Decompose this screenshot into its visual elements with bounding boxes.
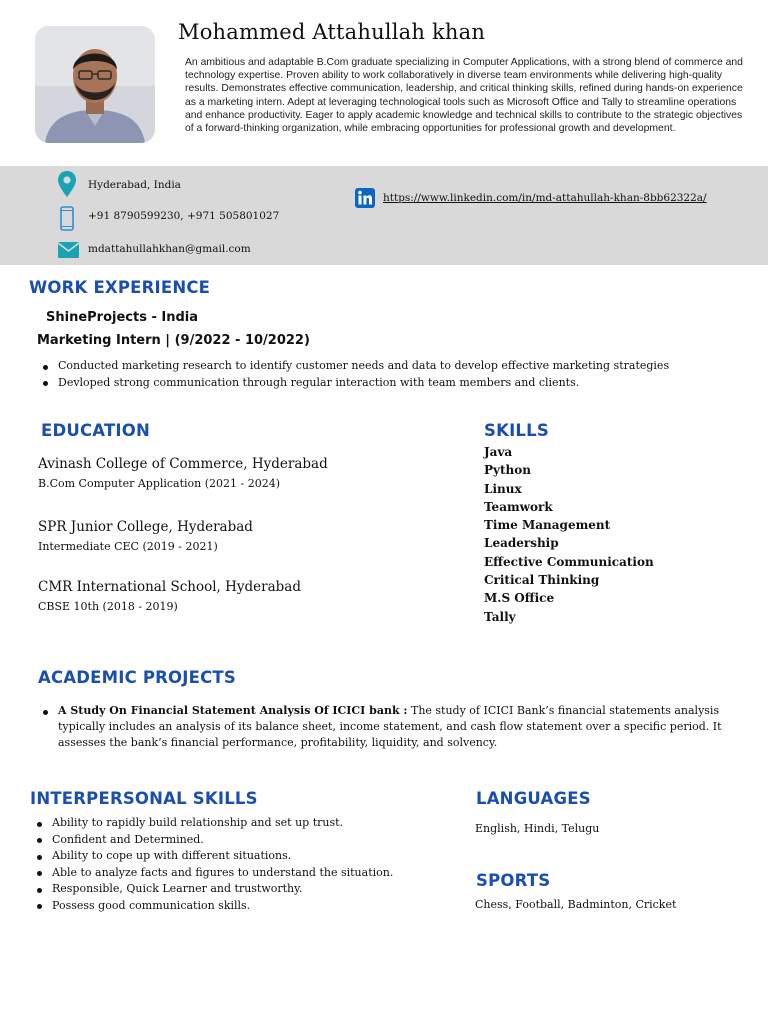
- location-pin-icon: [58, 171, 76, 197]
- skill-item: Python: [484, 463, 531, 478]
- education-school: CMR International School, Hyderabad: [38, 579, 301, 595]
- work-bullet: Devloped strong communication through regular interaction with team members and clients.: [38, 375, 758, 392]
- project-list: [38, 703, 750, 752]
- skill-item: Linux: [484, 481, 522, 496]
- phone-icon: [60, 206, 74, 231]
- interpersonal-item: Responsible, Quick Learner and trustworthy.: [32, 881, 452, 898]
- skills-heading: SKILLS: [484, 421, 549, 440]
- profile-photo-image: [35, 26, 155, 143]
- work-bullets: [38, 358, 758, 391]
- skill-item: Critical Thinking: [484, 573, 600, 588]
- interpersonal-item: Confident and Determined.: [32, 832, 452, 849]
- project-description: The study of ICICI Bank’s financial statements analysis typically includes an analysis of its balance sheet, income statement, and cash flow statement over a specific period. It assesses the bank’s financial performance, profitability, liquidity, and solvency.: [58, 704, 722, 750]
- work-role: Marketing Intern | (9/2022 - 10/2022): [37, 333, 310, 348]
- contact-email[interactable]: mdattahullahkhan@gmail.com: [88, 243, 251, 255]
- candidate-name: Mohammed Attahullah khan: [178, 20, 486, 44]
- contact-location: Hyderabad, India: [88, 179, 181, 191]
- interpersonal-skills-heading: INTERPERSONAL SKILLS: [30, 789, 258, 808]
- languages-heading: LANGUAGES: [476, 789, 591, 808]
- education-school: Avinash College of Commerce, Hyderabad: [38, 456, 328, 472]
- linkedin-icon: [355, 188, 375, 208]
- skill-item: M.S Office: [484, 591, 555, 606]
- skill-item: Teamwork: [484, 499, 553, 514]
- interpersonal-list: [32, 815, 452, 914]
- sports-text: Chess, Football, Badminton, Cricket: [475, 898, 677, 911]
- interpersonal-item: Ability to rapidly build relationship and set up trust.: [32, 815, 452, 832]
- profile-photo: [35, 26, 155, 143]
- education-detail: CBSE 10th (2018 - 2019): [38, 600, 178, 613]
- project-title: A Study On Financial Statement Analysis Of ICICI bank :: [58, 704, 408, 717]
- work-company: ShineProjects - India: [46, 310, 199, 325]
- contact-phone: +91 8790599230, +971 505801027: [88, 210, 280, 222]
- work-experience-heading: WORK EXPERIENCE: [29, 278, 211, 297]
- education-detail: B.Com Computer Application (2021 - 2024): [38, 477, 281, 490]
- interpersonal-item: Possess good communication skills.: [32, 898, 452, 915]
- work-bullet: Conducted marketing research to identify customer needs and data to develop effective marketing strategies: [38, 358, 758, 375]
- academic-projects-heading: ACADEMIC PROJECTS: [38, 668, 236, 687]
- skill-item: Effective Communication: [484, 554, 654, 569]
- skill-item: Java: [484, 445, 513, 459]
- interpersonal-item: Able to analyze facts and figures to understand the situation.: [32, 865, 452, 882]
- languages-text: English, Hindi, Telugu: [475, 822, 600, 835]
- linkedin-link[interactable]: https://www.linkedin.com/in/md-attahullah-khan-8bb62322a/: [383, 192, 707, 204]
- education-detail: Intermediate CEC (2019 - 2021): [38, 540, 218, 553]
- interpersonal-item: Ability to cope up with different situations.: [32, 848, 452, 865]
- skill-item: Tally: [484, 609, 516, 624]
- profile-summary: An ambitious and adaptable B.Com graduate specializing in Computer Applications, with a strong blend of commerce and technology expertise. Proven ability to work collaboratively in diverse team environments while delivering high-quality results. Demonstrates effective communication, leadership, and critical thinking skills, refined during hands-on experience as a marketing intern. Adept at leveraging technological tools such as Microsoft Office and Tally to streamline operations and enhance productivity. Eager to apply academic knowledge and technical skills to contribute to the strategic objectives of a forward-thinking organization, while embracing opportunities for professional growth and development.: [185, 57, 743, 135]
- education-school: SPR Junior College, Hyderabad: [38, 519, 253, 535]
- skills-list: [484, 443, 744, 626]
- skill-item: Leadership: [484, 536, 559, 551]
- sports-heading: SPORTS: [476, 871, 551, 890]
- skill-item: Time Management: [484, 518, 611, 533]
- email-icon: [58, 242, 79, 258]
- education-heading: EDUCATION: [41, 421, 150, 440]
- project-item: [38, 703, 750, 752]
